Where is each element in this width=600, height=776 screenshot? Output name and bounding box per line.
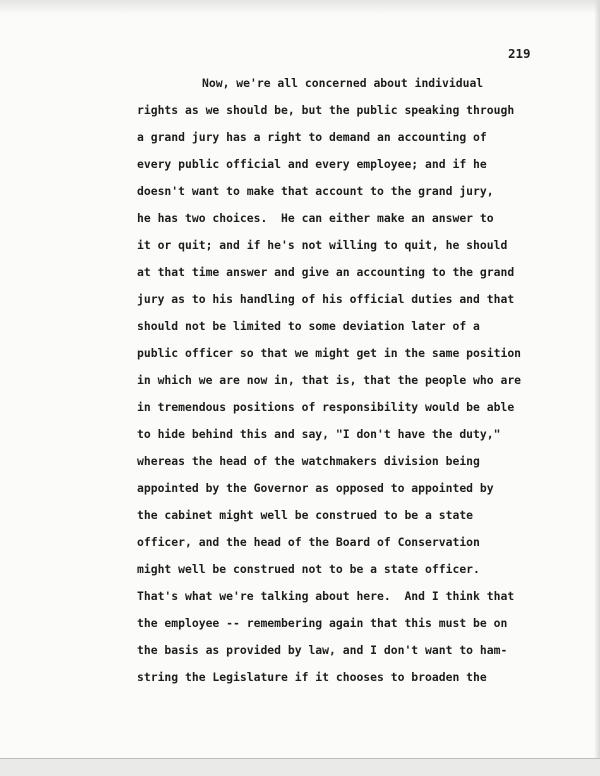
scan-right-shadow bbox=[594, 0, 600, 776]
text-line: officer, and the head of the Board of Conservation bbox=[137, 535, 480, 549]
transcript-body bbox=[137, 70, 587, 691]
text-line: a grand jury has a right to demand an accounting of bbox=[137, 130, 487, 144]
text-line: every public official and every employee; and if he bbox=[137, 157, 487, 171]
text-line: doesn't want to make that account to the grand jury, bbox=[137, 184, 494, 198]
text-line: at that time answer and give an accounting to the grand bbox=[137, 265, 515, 279]
text-line: in tremendous positions of responsibility would be able bbox=[137, 400, 515, 414]
text-line: the employee -- remembering again that this must be on bbox=[137, 616, 508, 630]
text-line: Now, we're all concerned about individual bbox=[202, 76, 484, 90]
text-line: it or quit; and if he's not willing to quit, he should bbox=[137, 238, 508, 252]
text-line: in which we are now in, that is, that the people who are bbox=[137, 373, 522, 387]
page-number: 219 bbox=[508, 46, 531, 61]
text-line: whereas the head of the watchmakers division being bbox=[137, 454, 480, 468]
text-line: rights as we should be, but the public speaking through bbox=[137, 103, 515, 117]
scan-bottom-edge bbox=[0, 758, 600, 776]
text-line: jury as to his handling of his official duties and that bbox=[137, 292, 515, 306]
text-line: That's what we're talking about here. And I think that bbox=[137, 589, 515, 603]
scan-top-shadow bbox=[0, 0, 600, 14]
text-line: the basis as provided by law, and I don't want to ham- bbox=[137, 643, 508, 657]
text-line: string the Legislature if it chooses to broaden the bbox=[137, 670, 487, 684]
text-line: appointed by the Governor as opposed to appointed by bbox=[137, 481, 494, 495]
text-line: he has two choices. He can either make an answer to bbox=[137, 211, 494, 225]
text-line: should not be limited to some deviation later of a bbox=[137, 319, 480, 333]
text-line: might well be construed not to be a state officer. bbox=[137, 562, 480, 576]
text-line: public officer so that we might get in the same position bbox=[137, 346, 522, 360]
text-line: the cabinet might well be construed to be a state bbox=[137, 508, 474, 522]
text-line: to hide behind this and say, "I don't have the duty," bbox=[137, 427, 501, 441]
